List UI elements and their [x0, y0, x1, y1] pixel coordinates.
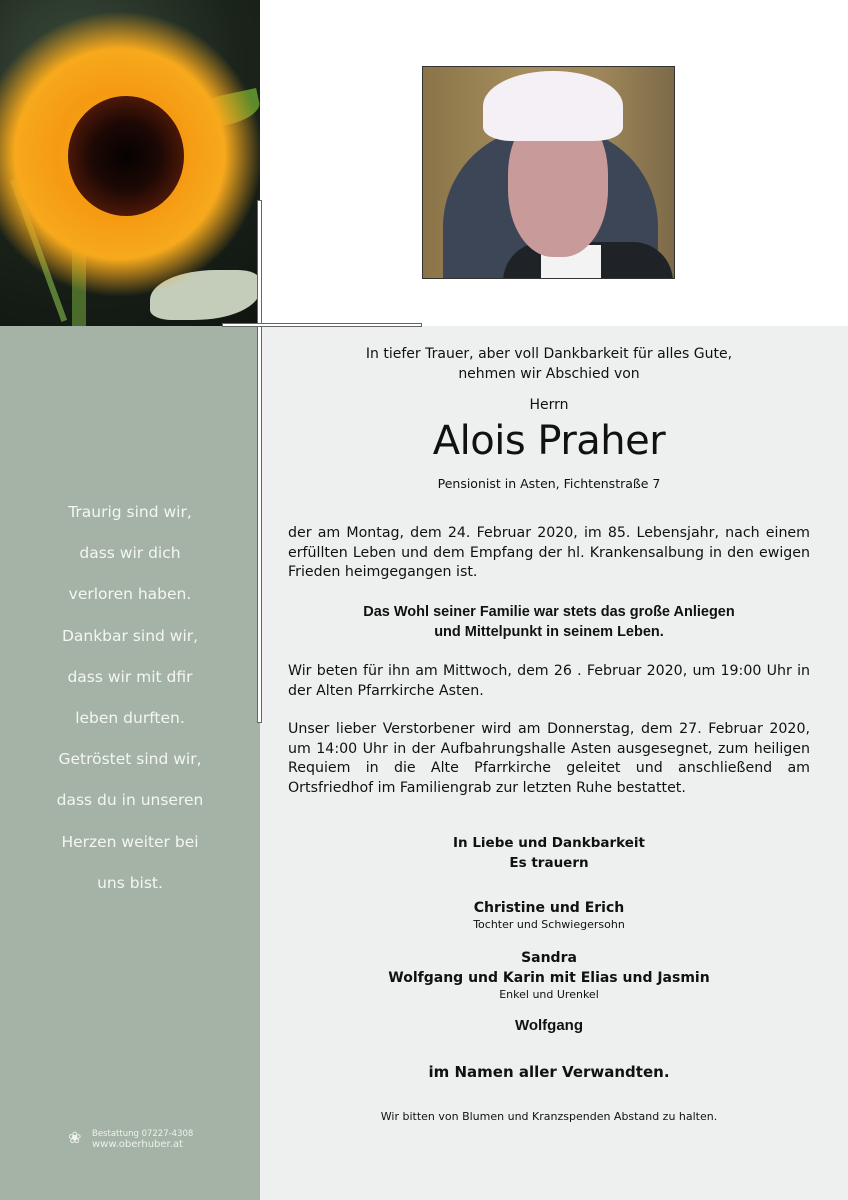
flowers-request: Wir bitten von Blumen und Kranzspenden Abstand zu halten. [380, 1110, 718, 1123]
poem-line: verloren haben. [68, 585, 192, 604]
intro-line: nehmen wir Abschied von [458, 366, 640, 382]
mourner-name: Sandra [521, 950, 577, 966]
poem-line: uns bist. [97, 873, 163, 892]
closing [288, 833, 810, 873]
occupation-address: Pensionist in Asten, Fichtenstraße 7 [437, 476, 661, 491]
poem-line: dass wir dich [79, 544, 181, 563]
poem-line: leben durften. [75, 708, 185, 727]
poem-line: Dankbar sind wir, [61, 626, 199, 645]
signoff: im Namen aller Verwandten. [428, 1063, 670, 1081]
prayer-paragraph: Wir beten für ihn am Mittwoch, dem 26 . Februar 2020, um 19:00 Uhr in der Alten Pfarrkirche Asten. [288, 663, 810, 699]
poem-line: Herzen weiter bei [61, 832, 199, 851]
funeral-home-logo [68, 1128, 198, 1154]
motto [288, 602, 810, 642]
logo-phone: Bestattung 07227-4308 [92, 1129, 194, 1139]
mourner-group [288, 948, 810, 1001]
funeral-paragraph: Unser lieber Verstorbener wird am Donnerstag, dem 27. Februar 2020, um 14:00 Uhr in der Aufbahrungshalle Asten ausgesegnet, zum heiligen Requiem in die Alte Pfarrkirche geleitet und anschließend am Ortsfriedhof im Familiengrab zur letzten Ruhe bestattet. [288, 721, 810, 796]
closing-line: In Liebe und Dankbarkeit [452, 835, 645, 851]
mourner-relation: Tochter und Schwiegersohn [473, 918, 625, 931]
mourner-name: Wolfgang [514, 1017, 584, 1034]
cross-icon-horizontal [222, 323, 422, 327]
poem [0, 500, 260, 912]
portrait-photo [422, 66, 675, 279]
closing-line: Es trauern [509, 855, 589, 871]
sunflower-photo [0, 0, 260, 326]
poem-line: Getröstet sind wir, [58, 750, 202, 769]
death-paragraph: der am Montag, dem 24. Februar 2020, im 85. Lebensjahr, nach einem erfüllten Leben und dem Empfang der hl. Krankensalbung in den ewigen Frieden heimgegangen ist. [288, 525, 810, 580]
poem-line: dass wir mit dfir [67, 667, 193, 686]
rose-icon: ❀ [68, 1128, 82, 1147]
intro-line: In tiefer Trauer, aber voll Dankbarkeit für alles Gute, [365, 346, 733, 362]
intro-text [288, 344, 810, 384]
mourner-name: Wolfgang und Karin mit Elias und Jasmin [388, 970, 710, 986]
motto-line: Das Wohl seiner Familie war stets das große Anliegen [363, 604, 735, 620]
poem-line: Traurig sind wir, [68, 503, 192, 521]
deceased-name: Alois Praher [432, 418, 666, 464]
poem-line: dass du in unseren [56, 791, 204, 810]
logo-website: www.oberhuber.at [92, 1139, 183, 1150]
salutation: Herrn [529, 397, 569, 413]
portrait-hair [483, 71, 623, 141]
sunflower-center [68, 96, 184, 216]
mourner-group [288, 898, 810, 931]
motto-line: und Mittelpunkt in seinem Leben. [434, 624, 664, 640]
mourner-name: Christine und Erich [473, 900, 625, 916]
mourner-relation: Enkel und Urenkel [499, 988, 599, 1001]
